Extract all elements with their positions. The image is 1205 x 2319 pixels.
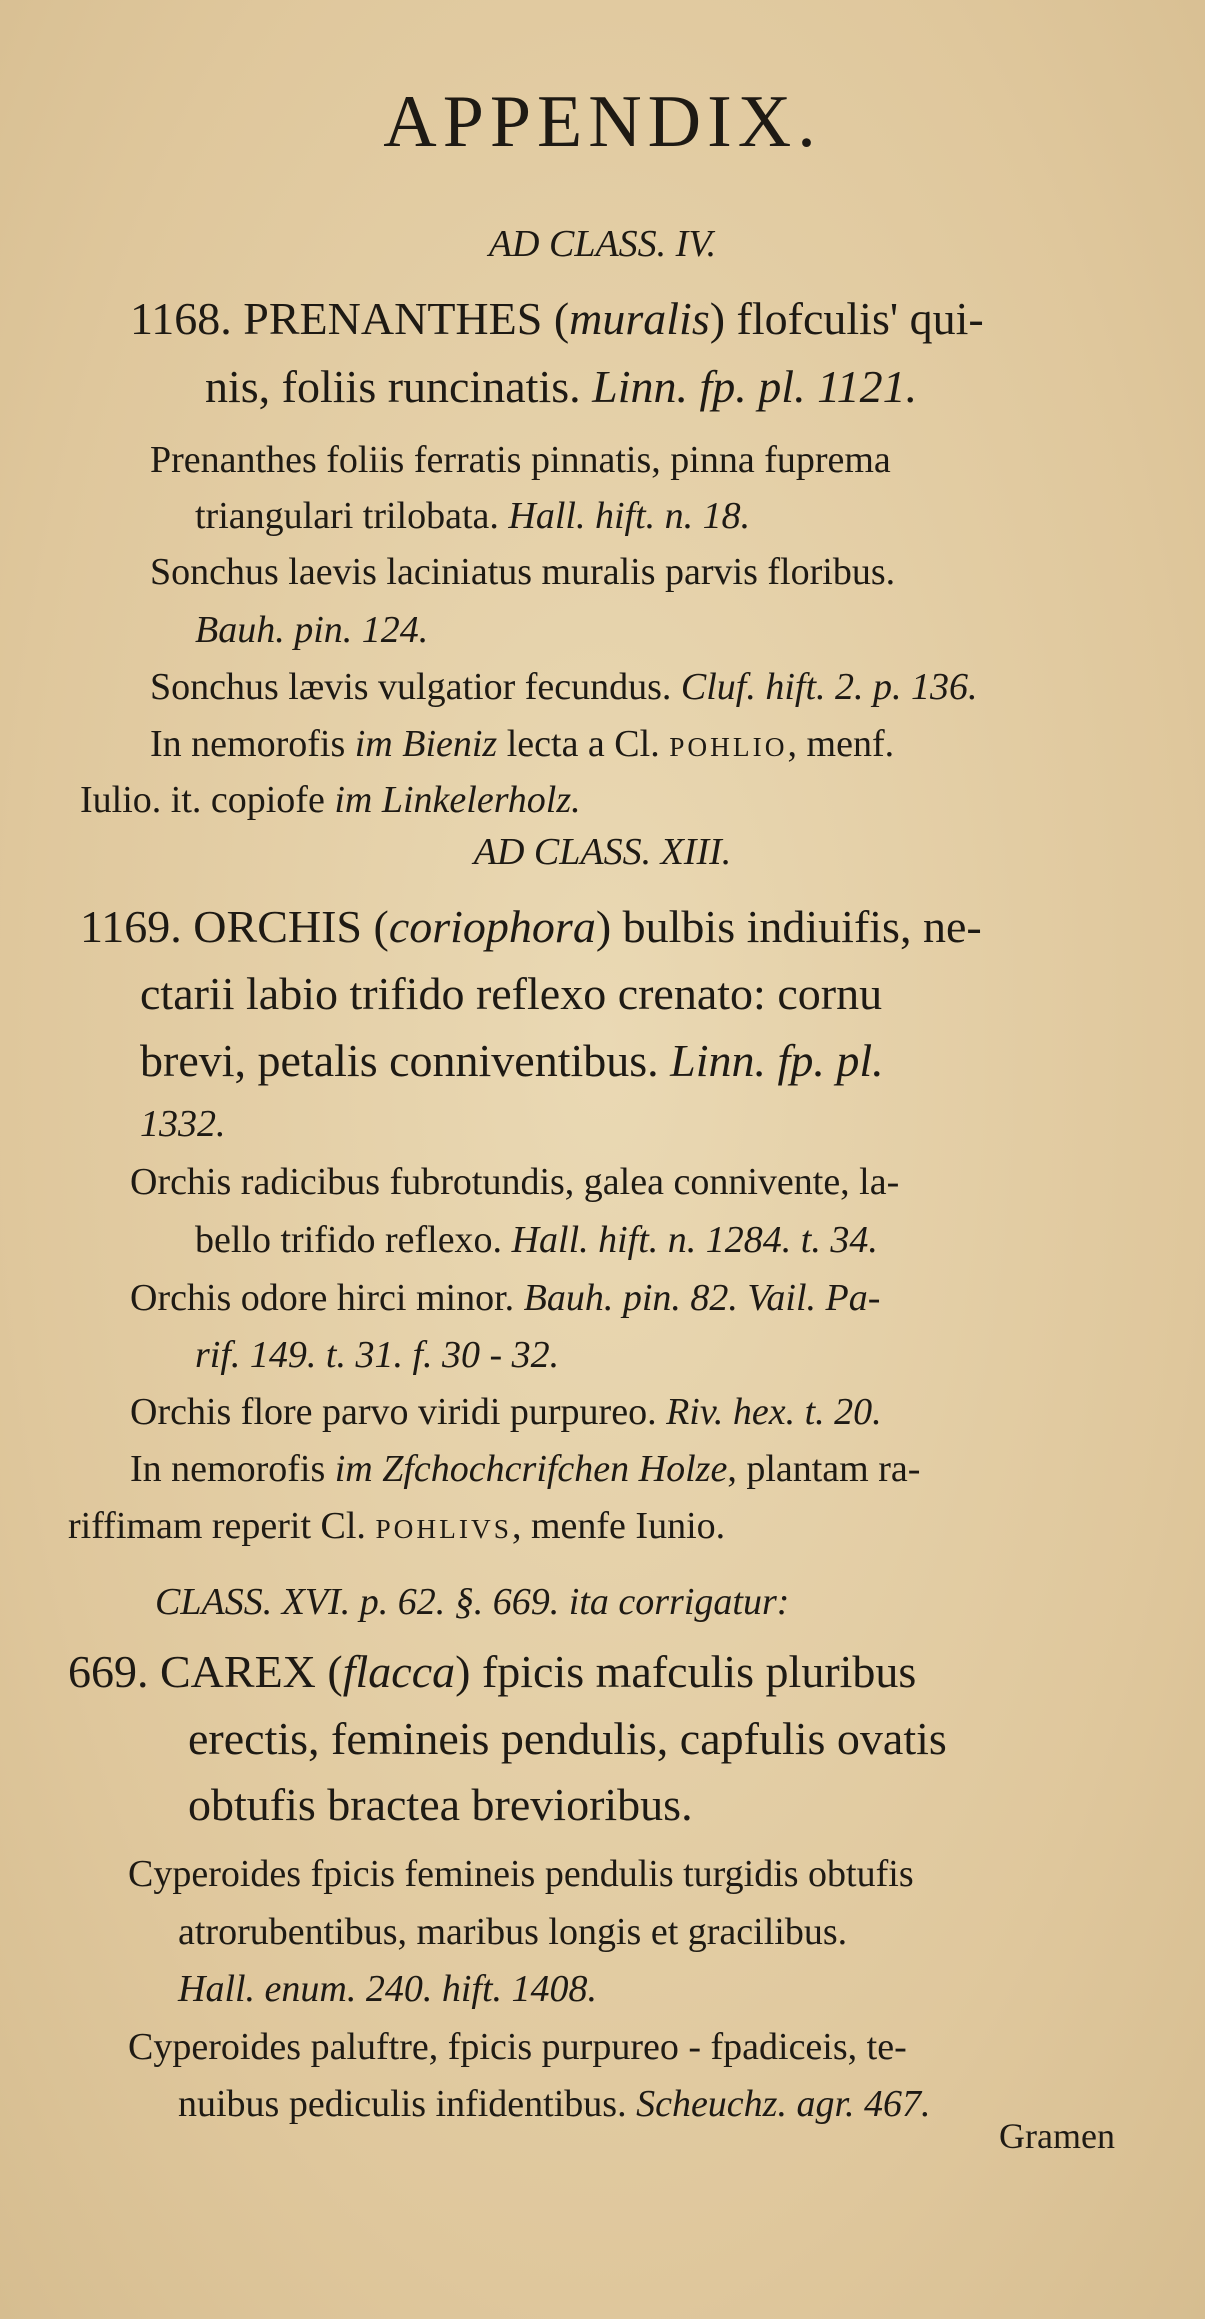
entry-1168-line: In nemorofis im Bieniz lecta a Cl. POHLIO, menf. <box>150 723 895 765</box>
entry-1169-line: In nemorofis im Zfchochcrifchen Holze, plantam ra- <box>130 1448 921 1490</box>
entry-1169-line: ctarii labio trifido reflexo crenato: cornu <box>140 968 883 1019</box>
entry-1169-line: Orchis odore hirci minor. Bauh. pin. 82. Vail. Pa- <box>130 1277 881 1319</box>
entry-1168-line: triangulari trilobata. Hall. hift. n. 18. <box>195 495 751 537</box>
section-heading-class-iv: AD CLASS. IV. <box>488 223 717 265</box>
entry-669-line: 669. CAREX (flacca) fpicis mafculis pluribus <box>68 1646 917 1697</box>
entry-1169-line: Orchis flore parvo viridi purpureo. Riv. hex. t. 20. <box>130 1391 882 1433</box>
entry-669-line: Hall. enum. 240. hift. 1408. <box>178 1968 598 2010</box>
entry-669-line: Cyperoides paluftre, fpicis purpureo - fpadiceis, te- <box>128 2026 907 2068</box>
entry-669-line: erectis, femineis pendulis, capfulis ovatis <box>188 1713 947 1764</box>
entry-1169-line: rif. 149. t. 31. f. 30 - 32. <box>195 1334 560 1376</box>
section-heading-class-xiii: AD CLASS. XIII. <box>473 831 732 873</box>
entry-1168-line: Iulio. it. copiofe im Linkelerholz. <box>80 779 581 821</box>
page-heading: APPENDIX. <box>383 81 822 163</box>
entry-1169-line: 1169. ORCHIS (coriophora) bulbis indiuifis, ne- <box>80 901 982 952</box>
entry-1169-line: riffimam reperit Cl. POHLIVS, menfe Iunio. <box>68 1505 726 1547</box>
entry-1168-line: Bauh. pin. 124. <box>195 609 429 651</box>
section-heading-class-xvi: CLASS. XVI. p. 62. §. 669. ita corrigatur: <box>155 1581 790 1623</box>
catchword: Gramen <box>999 2116 1115 2156</box>
entry-669-line: Cyperoides fpicis femineis pendulis turgidis obtufis <box>128 1853 914 1895</box>
entry-669-line: nuibus pediculis infidentibus. Scheuchz. agr. 467. <box>178 2083 931 2125</box>
entry-1168-line: Prenanthes foliis ferratis pinnatis, pinna fuprema <box>150 439 891 481</box>
entry-1168-line: Sonchus laevis laciniatus muralis parvis floribus. <box>150 551 896 593</box>
entry-1169-line: 1332. <box>140 1103 226 1145</box>
entry-1168-line: nis, foliis runcinatis. Linn. fp. pl. 1121. <box>205 361 918 412</box>
entry-1169-line: bello trifido reflexo. Hall. hift. n. 1284. t. 34. <box>195 1219 878 1261</box>
entry-669-line: atrorubentibus, maribus longis et gracilibus. <box>178 1911 848 1953</box>
entry-1168-line: Sonchus lævis vulgatior fecundus. Cluf. hift. 2. p. 136. <box>150 666 978 708</box>
entry-669-line: obtufis bractea brevioribus. <box>188 1779 693 1830</box>
entry-1169-line: Orchis radicibus fubrotundis, galea connivente, la- <box>130 1161 900 1203</box>
entry-1168-line: 1168. PRENANTHES (muralis) flofculis' qui- <box>130 293 984 344</box>
entry-1169-line: brevi, petalis conniventibus. Linn. fp. pl. <box>140 1035 884 1086</box>
